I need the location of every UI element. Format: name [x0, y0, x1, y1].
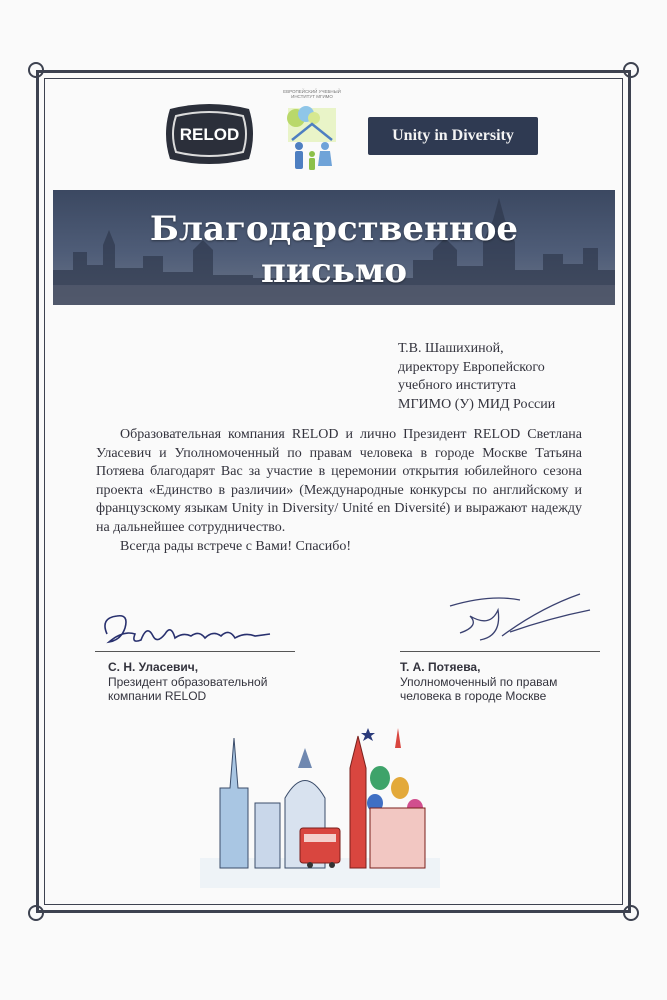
signatory-right-name: Т. А. Потяева,	[400, 660, 481, 674]
signatory-left-role: компании RELOD	[108, 689, 207, 703]
addressee-line: Т.В. Шашихиной,	[398, 341, 504, 356]
unity-label: Unity in Diversity	[392, 127, 514, 144]
signature-right-icon	[410, 588, 600, 648]
signature-line-left	[95, 651, 295, 652]
relod-logo	[162, 103, 257, 165]
signatory-right-role: Уполномоченный по правам	[400, 674, 558, 689]
letter-title-line2: письмо	[260, 251, 408, 291]
addressee-block	[398, 340, 608, 414]
signatory-left	[108, 660, 308, 704]
family-logo-text: ЕВРОПЕЙСКИЙ УЧЕБНЫЙ ИНСТИТУТ МГИМО	[283, 89, 341, 99]
letter-title	[53, 208, 615, 292]
addressee-line: МГИМО (У) МИД России	[398, 396, 556, 412]
signatory-left-name: С. Н. Уласевич,	[108, 660, 199, 674]
unity-in-diversity-badge	[368, 117, 538, 155]
frame-corner-ornament	[623, 62, 639, 78]
signatory-left-role: Президент образовательной	[108, 674, 268, 689]
family-logo	[282, 88, 342, 183]
signature-left-icon	[95, 604, 295, 654]
signatory-right-role: человека в городе Москве	[400, 689, 547, 703]
addressee-line: учебного института	[398, 378, 517, 393]
frame-corner-ornament	[623, 905, 639, 921]
relod-logo-text: RELOD	[179, 125, 240, 144]
body-paragraph: Всегда рады встрече с Вами! Спасибо!	[120, 538, 352, 554]
frame-corner-ornament	[28, 905, 44, 921]
frame-corner-ornament	[28, 62, 44, 78]
city-sketch-illustration	[200, 708, 440, 898]
letter-body	[96, 426, 582, 556]
addressee-line: директору Европейского	[398, 359, 545, 375]
signatory-right	[400, 660, 610, 704]
letter-title-line1: Благодарственное	[149, 209, 519, 249]
body-paragraph: Образовательная компания RELOD и лично Президент RELOD Светлана Уласевич и Уполномоченный по правам человека в городе Москве Татьяна Потяева благодарят Вас за участие в церемонии открытия юбилейного сезона проекта «Единство в различии» (Международные конкурсы по английскому и французскому языкам Unity in Diversity/ Unité en Diversité) и выражают надежду на дальнейшее сотрудничество.	[96, 427, 582, 535]
signature-line-right	[400, 651, 600, 652]
